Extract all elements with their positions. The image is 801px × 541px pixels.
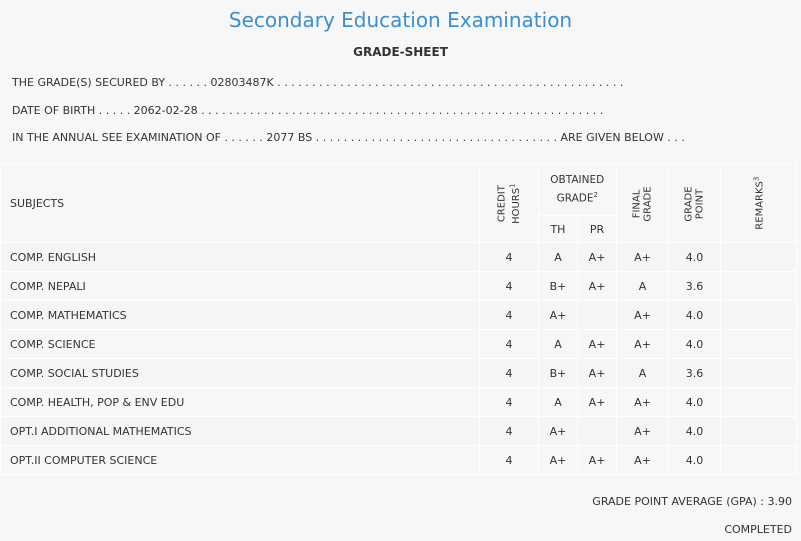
cell-remarks — [720, 330, 796, 359]
table-row — [1, 417, 797, 446]
cell-final-grade: A+ — [616, 330, 668, 359]
cell-final-grade: A+ — [616, 301, 668, 330]
cell-subject: COMP. MATHEMATICS — [1, 301, 480, 330]
cell-subject: OPT.I ADDITIONAL MATHEMATICS — [1, 417, 480, 446]
cell-final-grade: A+ — [616, 417, 668, 446]
header-credit-hours: CREDIT HOURS$^1$ — [480, 165, 538, 243]
cell-remarks — [720, 301, 796, 330]
grades-table — [0, 164, 797, 475]
cell-subject: COMP. SOCIAL STUDIES — [1, 359, 480, 388]
gpa-summary: GRADE POINT AVERAGE (GPA) : 3.90 — [592, 495, 792, 508]
cell-grade-point: 4.0 — [669, 330, 720, 359]
cell-grade-point: 4.0 — [669, 446, 720, 475]
cell-remarks — [720, 388, 796, 417]
grade-sheet-heading: GRADE-SHEET — [353, 45, 448, 59]
cell-final-grade: A+ — [616, 243, 668, 272]
cell-pr-grade: A+ — [578, 272, 617, 301]
cell-pr-grade — [578, 417, 617, 446]
cell-final-grade: A — [616, 359, 668, 388]
cell-credit-hours: 4 — [480, 417, 538, 446]
header-pr: PR — [578, 216, 617, 243]
cell-th-grade: A+ — [538, 417, 578, 446]
cell-credit-hours: 4 — [480, 446, 538, 475]
table-header-row — [1, 165, 797, 216]
cell-grade-point: 4.0 — [669, 388, 720, 417]
cell-remarks — [720, 243, 796, 272]
cell-pr-grade — [578, 301, 617, 330]
cell-subject: COMP. NEPALI — [1, 272, 480, 301]
table-row — [1, 301, 797, 330]
cell-pr-grade: A+ — [578, 243, 617, 272]
cell-th-grade: A — [538, 243, 578, 272]
status-label: COMPLETED — [724, 523, 792, 536]
cell-grade-point: 4.0 — [669, 417, 720, 446]
cell-credit-hours: 4 — [480, 243, 538, 272]
table-row — [1, 388, 797, 417]
cell-pr-grade: A+ — [578, 359, 617, 388]
header-final-grade: FINAL GRADE — [616, 165, 668, 243]
header-subjects: SUBJECTS — [1, 165, 480, 243]
header-grade-point: GRADE POINT — [669, 165, 720, 243]
cell-credit-hours: 4 — [480, 301, 538, 330]
cell-subject: COMP. HEALTH, POP & ENV EDU — [1, 388, 480, 417]
cell-pr-grade: A+ — [578, 446, 617, 475]
cell-th-grade: A — [538, 388, 578, 417]
cell-grade-point: 3.6 — [669, 359, 720, 388]
table-row — [1, 330, 797, 359]
examination-line: IN THE ANNUAL SEE EXAMINATION OF . . . . . . 2077 BS . . . . . . . . . . . . . . . . . . . . . . . . . . . . . . . . . . . ARE GIVEN BELOW . . . — [12, 131, 685, 144]
table-row — [1, 446, 797, 475]
cell-grade-point: 3.6 — [669, 272, 720, 301]
cell-pr-grade: A+ — [578, 388, 617, 417]
table-row — [1, 243, 797, 272]
cell-th-grade: B+ — [538, 359, 578, 388]
cell-credit-hours: 4 — [480, 388, 538, 417]
table-row — [1, 272, 797, 301]
cell-subject: COMP. SCIENCE — [1, 330, 480, 359]
cell-subject: OPT.II COMPUTER SCIENCE — [1, 446, 480, 475]
cell-final-grade: A — [616, 272, 668, 301]
cell-credit-hours: 4 — [480, 330, 538, 359]
cell-remarks — [720, 417, 796, 446]
cell-final-grade: A+ — [616, 446, 668, 475]
cell-subject: COMP. ENGLISH — [1, 243, 480, 272]
cell-th-grade: A+ — [538, 446, 578, 475]
page-title: Secondary Education Examination — [228, 8, 573, 32]
cell-remarks — [720, 359, 796, 388]
header-remarks: REMARKS$^3$ — [720, 165, 796, 243]
header-th: TH — [538, 216, 578, 243]
header-obtained-grade: OBTAINED GRADE$^2$ — [538, 165, 616, 216]
cell-pr-grade: A+ — [578, 330, 617, 359]
cell-grade-point: 4.0 — [669, 243, 720, 272]
cell-final-grade: A+ — [616, 388, 668, 417]
cell-remarks — [720, 446, 796, 475]
cell-th-grade: B+ — [538, 272, 578, 301]
cell-credit-hours: 4 — [480, 272, 538, 301]
cell-th-grade: A+ — [538, 301, 578, 330]
cell-th-grade: A — [538, 330, 578, 359]
table-row — [1, 359, 797, 388]
cell-grade-point: 4.0 — [669, 301, 720, 330]
cell-credit-hours: 4 — [480, 359, 538, 388]
grades-secured-by-line: THE GRADE(S) SECURED BY . . . . . . 02803487K . . . . . . . . . . . . . . . . . . . . . . . . . . . . . . . . . . . . . . . . . . . . . . . . . . — [12, 76, 624, 89]
cell-remarks — [720, 272, 796, 301]
date-of-birth-line: DATE OF BIRTH . . . . . 2062-02-28 . . . . . . . . . . . . . . . . . . . . . . . . . . . . . . . . . . . . . . . . . . . . . . . . . . . . . . . . . . — [12, 104, 604, 117]
